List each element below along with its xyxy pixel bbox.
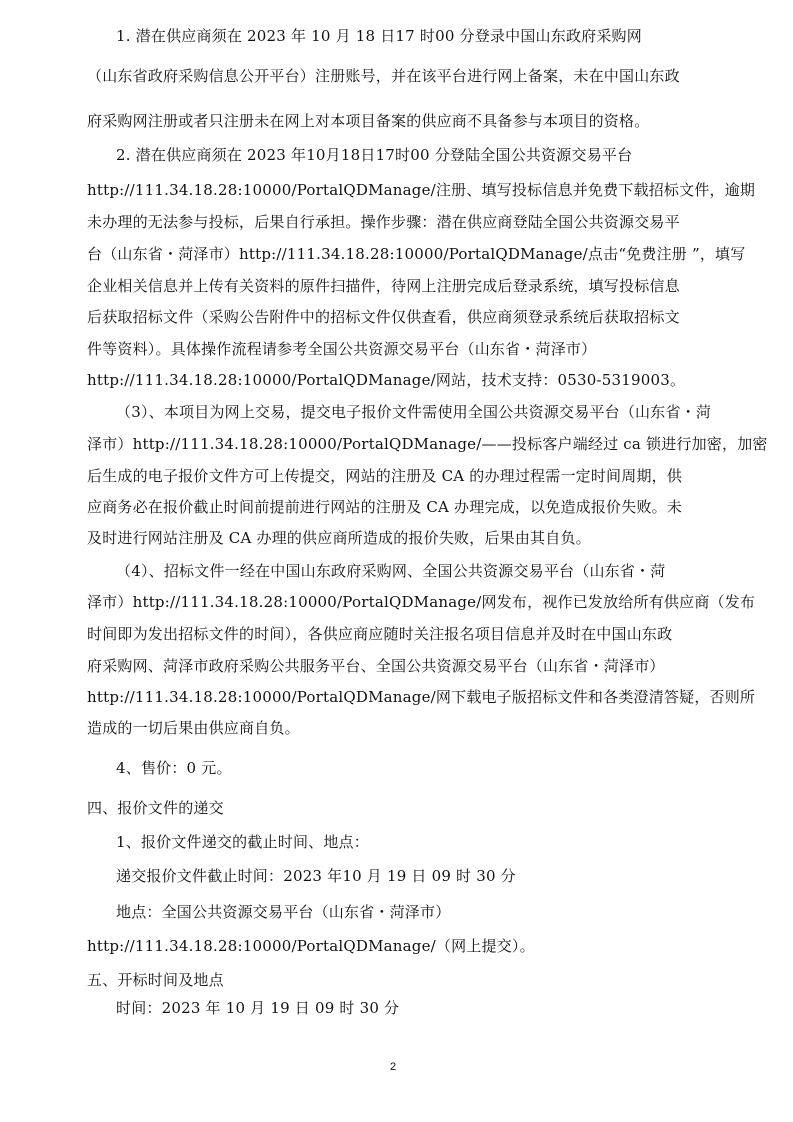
text-line: 后获取招标文件（采购公告附件中的招标文件仅供查看，供应商须登录系统后获取招标文 bbox=[87, 308, 680, 326]
text-line: 府采购网注册或者只注册未在网上对本项目备案的供应商不具备参与本项目的资格。 bbox=[87, 112, 650, 130]
text-line: 未办理的无法参与投标，后果自行承担。操作步骤：潜在供应商登陆全国公共资源交易平 bbox=[87, 213, 680, 231]
text-line: 1. 潜在供应商须在 2023 年 10 月 18 日17 时00 分登录中国山东政府采购网 bbox=[116, 27, 642, 45]
text-line: 件等资料）。具体操作流程请参考全国公共资源交易平台（山东省・菏泽市） bbox=[87, 340, 597, 358]
text-line: 地点：全国公共资源交易平台（山东省・菏泽市） bbox=[116, 903, 451, 921]
text-line: 泽市）http://111.34.18.28:10000/PortalQDManage/——投标客户端经过 ca 锁进行加密，加密 bbox=[87, 435, 768, 453]
text-line: 递交报价文件截止时间：2023 年10 月 19 日 09 时 30 分 bbox=[116, 867, 516, 885]
text-line: 泽市）http://111.34.18.28:10000/PortalQDManage/网发布，视作已发放给所有供应商（发布 bbox=[87, 593, 756, 611]
text-line: 及时进行网站注册及 CA 办理的供应商所造成的报价失败，后果由其自负。 bbox=[87, 529, 591, 547]
text-line: http://111.34.18.28:10000/PortalQDManage/网站，技术支持：0530-5319003。 bbox=[87, 371, 686, 389]
text-line: 1、报价文件递交的截止时间、地点： bbox=[116, 833, 369, 851]
text-line: （4）、招标文件一经在中国山东政府采购网、全国公共资源交易平台（山东省・菏 bbox=[116, 562, 666, 580]
text-line: 4、售价：0 元。 bbox=[116, 759, 232, 777]
text-line: 造成的一切后果由供应商自负。 bbox=[87, 719, 300, 737]
page-number: 2 bbox=[390, 1061, 397, 1073]
text-line: 2. 潜在供应商须在 2023 年10月18日17时00 分登陆全国公共资源交易平台 bbox=[116, 146, 633, 164]
text-line: 应商务必在报价截止时间前提前进行网站的注册及 CA 办理完成，以免造成报价失败。未 bbox=[87, 498, 683, 516]
text-line: http://111.34.18.28:10000/PortalQDManage/网下载电子版招标文件和各类澄清答疑，否则所 bbox=[87, 688, 756, 706]
text-line: 台（山东省・菏泽市）http://111.34.18.28:10000/PortalQDManage/点击“免费注册 ”，填写 bbox=[87, 245, 746, 263]
text-line: http://111.34.18.28:10000/PortalQDManage/注册、填写投标信息并免费下载招标文件，逾期 bbox=[87, 181, 756, 199]
text-line: 企业相关信息并上传有关资料的原件扫描件，待网上注册完成后登录系统，填写投标信息 bbox=[87, 277, 680, 295]
text-line: （3）、本项目为网上交易，提交电子报价文件需使用全国公共资源交易平台（山东省・菏 bbox=[116, 403, 712, 421]
text-line: （山东省政府采购信息公开平台）注册账号，并在该平台进行网上备案，未在中国山东政 bbox=[87, 67, 680, 85]
section-heading: 四、报价文件的递交 bbox=[87, 799, 224, 817]
text-line: http://111.34.18.28:10000/PortalQDManage/（网上提交）。 bbox=[87, 937, 535, 955]
text-line: 时间：2023 年 10 月 19 日 09 时 30 分 bbox=[116, 999, 400, 1017]
text-line: 府采购网、菏泽市政府采购公共服务平台、全国公共资源交易平台（山东省・菏泽市） bbox=[87, 657, 665, 675]
section-heading: 五、开标时间及地点 bbox=[87, 971, 224, 989]
text-line: 时间即为发出招标文件的时间），各供应商应随时关注报名项目信息并及时在中国山东政 bbox=[87, 625, 673, 643]
text-line: 后生成的电子报价文件方可上传提交，网站的注册及 CA 的办理过程需一定时间周期，供 bbox=[87, 467, 683, 485]
